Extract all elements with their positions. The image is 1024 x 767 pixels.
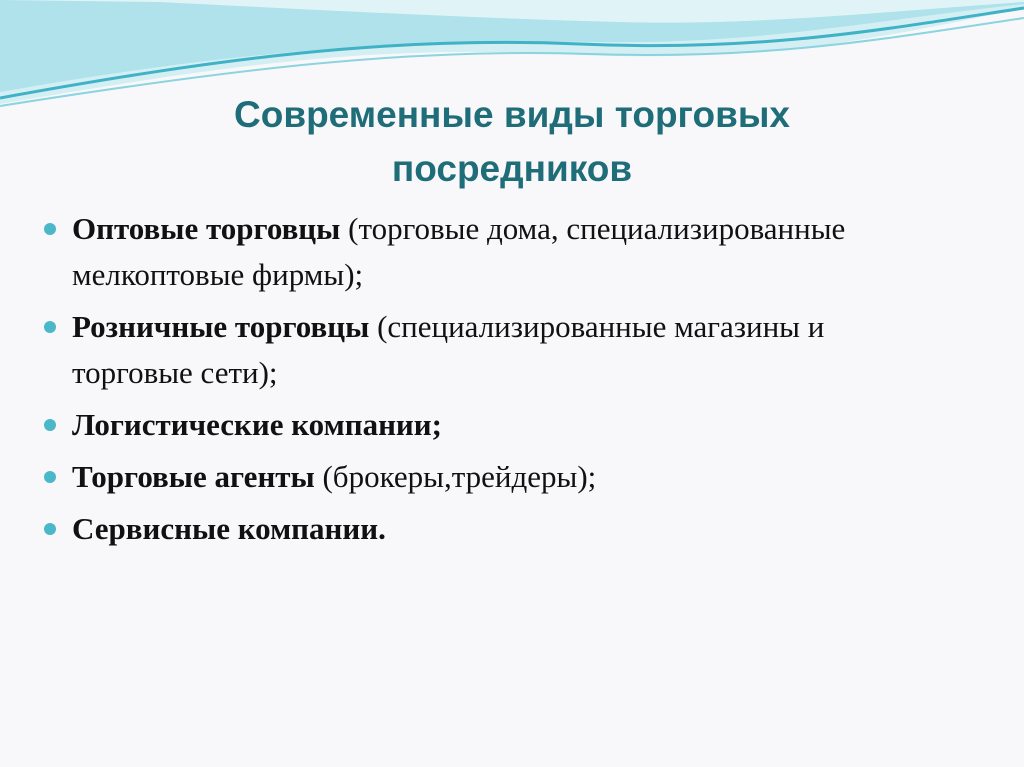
list-item xyxy=(44,206,944,298)
bullet-dot-icon xyxy=(44,471,56,483)
list-item xyxy=(44,304,944,396)
list-item xyxy=(44,506,944,552)
list-item xyxy=(44,454,944,500)
item-detail: (торговые дома, специализированные мелкоптовые фирмы); xyxy=(72,211,846,292)
item-term: Сервисные компании. xyxy=(72,511,386,546)
bullet-dot-icon xyxy=(44,419,56,431)
bullet-dot-icon xyxy=(44,523,56,535)
item-detail: (брокеры,трейдеры); xyxy=(314,459,597,494)
title-line-1: Современные виды торговых xyxy=(234,94,790,135)
bullet-dot-icon xyxy=(44,321,56,333)
item-detail: (специализированные магазины и торговые сети); xyxy=(72,309,825,390)
item-term: Торговые агенты xyxy=(72,459,315,494)
slide-title xyxy=(100,88,924,196)
list-item xyxy=(44,402,944,448)
item-term: Логистические компании; xyxy=(72,407,442,442)
bullet-dot-icon xyxy=(44,223,56,235)
bullet-list xyxy=(44,206,944,558)
item-term: Розничные торговцы xyxy=(72,309,370,344)
item-term: Оптовые торговцы xyxy=(72,211,341,246)
title-line-2: посредников xyxy=(391,148,633,189)
